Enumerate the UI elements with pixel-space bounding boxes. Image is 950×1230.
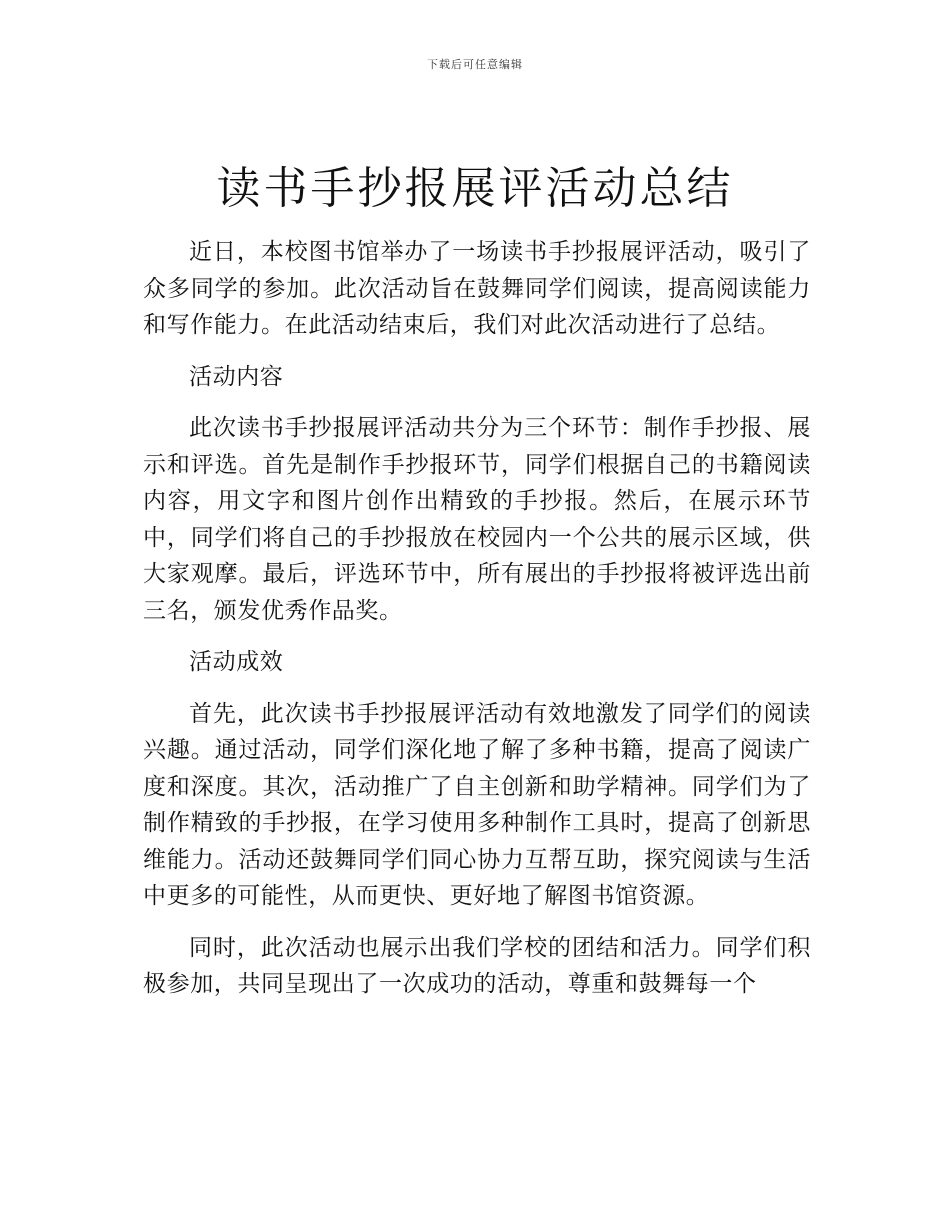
content-paragraph: 此次读书手抄报展评活动共分为三个环节：制作手抄报、展示和评选。首先是制作手抄报环节，同学们根据自己的书籍阅读内容，用文字和图片创作出精致的手抄报。然后，在展示环节中，同学们将自己的手抄报放在校园内一个公共的展示区域，供大家观摩。最后，评选环节中，所有展出的手抄报将被评选出前三名，颁发优秀作品奖。 (143, 415, 811, 624)
document-title: 读书手抄报展评活动总结 (216, 163, 734, 214)
header-note: 下载后可任意编辑 (427, 58, 523, 71)
intro-paragraph: 近日，本校图书馆举办了一场读书手抄报展评活动，吸引了众多同学的参加。此次活动旨在鼓舞同学们阅读，提高阅读能力和写作能力。在此活动结束后，我们对此次活动进行了总结。 (143, 239, 811, 338)
section-heading-content: 活动内容 (189, 363, 284, 390)
results-paragraph-1: 首先，此次读书手抄报展评活动有效地激发了同学们的阅读兴趣。通过活动，同学们深化地了解了多种书籍，提高了阅读广度和深度。其次，活动推广了自主创新和助学精神。同学们为了制作精致的手抄报，在学习使用多种制作工具时，提高了创新思维能力。活动还鼓舞同学们同心协力互帮互助，探究阅读与生活中更多的可能性，从而更快、更好地了解图书馆资源。 (143, 700, 811, 909)
section-heading-results: 活动成效 (189, 649, 284, 675)
document-body (143, 234, 811, 1018)
results-paragraph-2: 同时，此次活动也展示出我们学校的团结和活力。同学们积极参加，共同呈现出了一次成功的活动，尊重和鼓舞每一个 (143, 934, 811, 997)
